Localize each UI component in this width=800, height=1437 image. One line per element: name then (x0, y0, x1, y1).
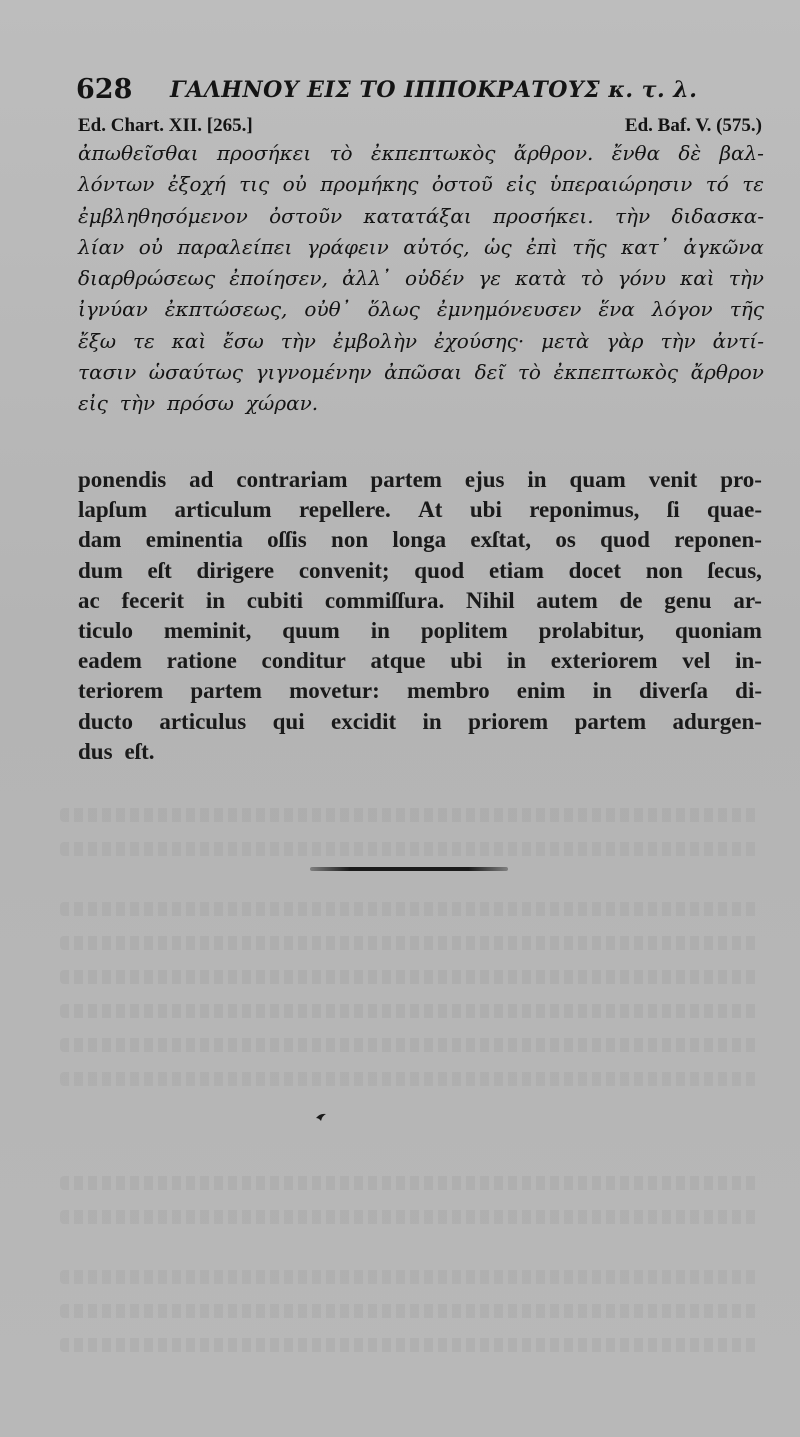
text-word: γιγνομένην (255, 360, 372, 385)
greek-text-line (78, 201, 764, 232)
text-word: ἄρθρον. (513, 141, 594, 165)
latin-text-line (78, 676, 762, 706)
text-word: excidit (331, 708, 397, 734)
text-word: genu (664, 587, 712, 613)
text-word: τὸ (517, 360, 541, 385)
text-word: commiſſura. (324, 587, 445, 613)
text-word: ſi (666, 497, 680, 523)
text-word: λόντων (78, 172, 155, 197)
bleed-through-line (60, 936, 760, 950)
text-word: priorem (468, 708, 549, 734)
text-word: ὡσαύτως (148, 360, 243, 385)
text-word: eſt (147, 557, 172, 583)
text-word: os (555, 527, 576, 553)
text-word: τὴν (280, 328, 316, 353)
text-word: ſecus, (707, 557, 762, 583)
text-word: contrariam (236, 467, 348, 492)
text-word: τὴν (614, 203, 651, 228)
text-word: dirigere (196, 557, 275, 583)
text-word: di- (735, 678, 762, 704)
text-word: etiam (488, 557, 544, 583)
text-word: diverſa (638, 678, 708, 704)
text-word: eminentia (145, 527, 243, 553)
text-word: repellere. (298, 497, 391, 523)
page-header (76, 74, 736, 108)
text-word: membro (406, 678, 490, 704)
text-word: non (645, 557, 683, 583)
text-word: οὐ (138, 234, 163, 259)
text-word: oſſis (267, 527, 307, 553)
text-word: ὑπεραιώρησιν (549, 172, 693, 197)
text-word: ἐχούσης· (433, 328, 525, 353)
text-word: γὰρ (606, 328, 644, 353)
text-word: teriorem (78, 678, 164, 704)
latin-text-line (78, 616, 762, 646)
text-word: ἐκπεπτωκὸς (553, 360, 679, 385)
text-word: κατατάξαι (363, 203, 472, 228)
text-word: ὅλως (367, 297, 420, 322)
text-word: παραλείπει (177, 234, 293, 259)
text-word: quod (600, 527, 650, 553)
text-word: reponimus, (529, 497, 640, 523)
text-word: λόγον (651, 297, 713, 322)
text-word: οὐ (282, 172, 307, 197)
bleed-through-line (60, 1176, 760, 1190)
text-word: ἐμβολὴν (332, 328, 418, 353)
text-word: τὸ (329, 141, 353, 165)
text-word: partem (574, 708, 647, 734)
text-word: lapſum (78, 497, 148, 523)
text-word: ducto (78, 708, 133, 734)
text-word: γε (478, 266, 501, 291)
text-word: ponendis (78, 467, 167, 492)
text-word: eſt. (124, 738, 155, 764)
text-word: προσήκει (216, 141, 312, 165)
text-word: convenit; (298, 557, 390, 583)
text-word: ἐκπτώσεως, (164, 297, 288, 322)
text-word: διαρθρώσεως (78, 266, 216, 291)
text-word: ἔσω (223, 328, 264, 353)
text-word: ἔνθα (611, 141, 661, 165)
bleed-through-line (60, 902, 760, 916)
text-word: adurgen- (672, 708, 762, 734)
greek-text-line (78, 388, 764, 419)
text-word: ar- (733, 587, 762, 613)
bleed-through-line (60, 1304, 760, 1318)
text-word: qui (272, 708, 305, 734)
latin-text-line (78, 556, 762, 586)
text-word: conditur (261, 648, 346, 674)
text-word: autem (536, 587, 598, 613)
text-word: τε (742, 172, 764, 197)
text-word: venit (648, 467, 698, 492)
text-word: ἐμβληθησόμενον (78, 203, 248, 228)
text-word: ἀλλ᾽ (342, 266, 391, 291)
latin-text-block (78, 465, 762, 767)
greek-text-line (78, 232, 764, 263)
text-word: ubi (450, 648, 483, 674)
text-word: in (205, 587, 226, 613)
greek-text-line (78, 357, 764, 388)
text-word: exteriorem (550, 648, 658, 674)
running-title: ΓΑΛΗΝΟΥ ΕΙΣ ΤΟ ΙΠΠΟΚΡΑΤΟΥΣ κ. τ. λ. (170, 77, 698, 103)
text-word: quod (414, 557, 465, 583)
text-word: οὐδέν (405, 266, 465, 291)
text-word: ὀστοῦν (269, 203, 343, 228)
bleed-through-line (60, 1270, 760, 1284)
text-word: κατὰ (515, 266, 567, 291)
text-word: ἔξω (78, 328, 117, 353)
latin-text-line (78, 465, 762, 495)
printer-mark-icon (315, 1112, 327, 1122)
text-word: ratione (166, 648, 237, 674)
text-word: reponen- (674, 527, 762, 553)
text-word: τῆς (729, 297, 764, 322)
latin-text-line (78, 707, 762, 737)
text-word: τῆς (572, 234, 607, 259)
text-word: in (422, 708, 442, 734)
text-word: τις (239, 172, 270, 197)
edition-chartier-reference: Ed. Chart. XII. [265.] (78, 115, 253, 136)
text-word: eadem (78, 648, 142, 674)
text-word: partem (370, 467, 442, 492)
text-word: χώραν. (245, 391, 319, 416)
text-word: cubiti (246, 587, 304, 613)
text-word: ἐξοχή (167, 172, 226, 197)
text-word: meminit, (163, 617, 252, 643)
text-word: ἰγνύαν (78, 297, 148, 322)
bleed-through-line (60, 842, 760, 856)
text-word: exſtat, (470, 527, 532, 553)
edition-basel-reference: Ed. Baf. V. (575.) (624, 115, 762, 136)
text-word: ἕνα (598, 297, 635, 322)
text-word: ἀγκῶνα (683, 234, 764, 259)
text-word: in (370, 617, 390, 643)
text-word: γόνυ (617, 266, 666, 291)
text-word: τὴν (660, 328, 696, 353)
text-word: quum (282, 617, 340, 643)
bleed-through-line (60, 1210, 760, 1224)
text-word: enim (516, 678, 566, 704)
text-word: prolabitur, (538, 617, 645, 643)
bleed-through-line (60, 1038, 760, 1052)
text-word: in- (735, 648, 762, 674)
latin-text-line (78, 495, 762, 525)
text-word: docet (568, 557, 621, 583)
text-word: ubi (469, 497, 502, 523)
text-word: τε (132, 328, 155, 353)
text-word: quae- (707, 497, 762, 523)
text-word: τὴν (728, 266, 764, 291)
text-word: ὀστοῦ (431, 172, 493, 197)
text-word: προσήκει. (493, 203, 594, 228)
text-word: ac (78, 587, 100, 613)
text-word: Nihil (466, 587, 515, 613)
text-word: εἰς (506, 172, 537, 197)
text-word: articulum (174, 497, 272, 523)
greek-text-line (78, 326, 764, 357)
text-word: quam (569, 467, 626, 492)
text-word: τὴν (119, 391, 155, 416)
text-word: non (331, 527, 369, 553)
greek-text-line (78, 263, 764, 294)
text-word: poplitem (420, 617, 508, 643)
text-word: γράφειν (306, 234, 389, 259)
text-word: dam (78, 527, 122, 553)
text-word: ἀντί- (712, 328, 764, 353)
text-word: ἐπὶ (526, 234, 558, 259)
text-word: τὸ (580, 266, 604, 291)
text-word: δὲ (678, 141, 702, 165)
bleed-through-line (60, 1338, 760, 1352)
bleed-through-line (60, 970, 760, 984)
text-word: δεῖ (474, 360, 506, 385)
text-word: ad (189, 467, 214, 492)
text-word: pro- (720, 467, 762, 492)
text-word: partem (190, 678, 262, 704)
bleed-through-line (60, 1072, 760, 1086)
text-word: διδασκα- (671, 203, 764, 228)
latin-text-line (78, 646, 762, 676)
text-word: articulus (159, 708, 247, 734)
text-word: καὶ (171, 328, 207, 353)
page-number: 628 (76, 74, 133, 105)
text-word: αὐτός, (403, 234, 470, 259)
text-word: βαλ- (719, 141, 764, 165)
text-word: ἀπῶσαι (384, 360, 463, 385)
text-word: in (592, 678, 612, 704)
text-word: εἰς (78, 391, 108, 416)
text-word: τό (705, 172, 729, 197)
text-word: πρόσω (167, 391, 234, 416)
text-word: movetur: (289, 678, 380, 704)
text-word: μετὰ (541, 328, 590, 353)
text-word: προμήκης (320, 172, 419, 197)
text-word: dus (78, 738, 113, 764)
text-word: atque (370, 648, 426, 674)
text-word: ὡς (484, 234, 512, 259)
greek-text-line (78, 138, 764, 169)
text-word: At (418, 497, 443, 523)
bleed-through-line (60, 808, 760, 822)
text-word: κατ᾽ (621, 234, 669, 259)
greek-text-line (78, 169, 764, 200)
text-word: οὐθ᾽ (304, 297, 351, 322)
text-word: dum (78, 557, 123, 583)
text-word: in (527, 467, 547, 492)
text-word: fecerit (121, 587, 185, 613)
text-word: ἀπωθεῖσθαι (78, 141, 199, 165)
text-word: ἐκπεπτωκὸς (370, 141, 496, 165)
text-word: καὶ (680, 266, 715, 291)
latin-text-line (78, 586, 762, 616)
section-divider-rule (310, 867, 508, 871)
text-word: ἐμνημόνευσεν (436, 297, 582, 322)
greek-text-block (78, 138, 764, 420)
text-word: ejus (464, 467, 505, 492)
text-word: longa (392, 527, 447, 553)
text-word: ἄρθρον (690, 360, 764, 385)
text-word: λίαν (78, 234, 125, 259)
latin-text-line (78, 737, 762, 767)
edition-reference-line (78, 115, 762, 139)
text-word: de (619, 587, 643, 613)
text-word: quoniam (675, 617, 762, 643)
bleed-through-line (60, 1004, 760, 1018)
text-word: ticulo (78, 617, 133, 643)
text-word: vel (682, 648, 711, 674)
text-word: τασιν (78, 360, 137, 385)
text-word: in (506, 648, 527, 674)
text-word: ἐποίησεν, (229, 266, 328, 291)
greek-text-line (78, 294, 764, 325)
latin-text-line (78, 525, 762, 555)
